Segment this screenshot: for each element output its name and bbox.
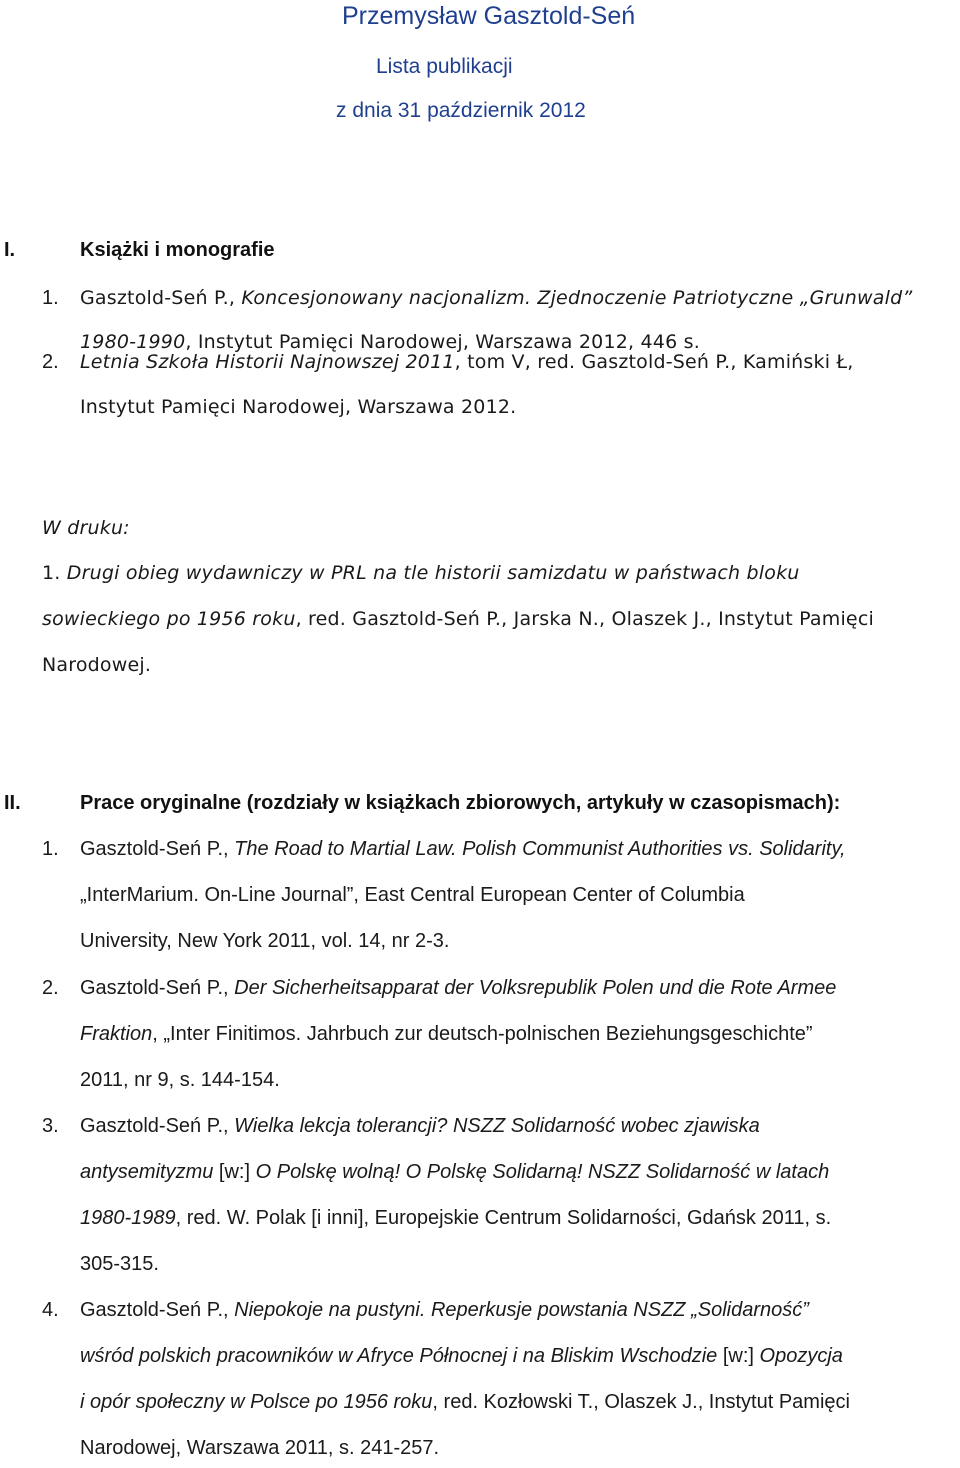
editors: , red. Gasztold-Seń P., Jarska N., Olaszek J., Instytut Pamięci xyxy=(295,608,874,630)
list-item-line: Narodowej. xyxy=(42,654,152,676)
book-title: sowieckiego po 1956 roku xyxy=(42,608,296,630)
book-title: O Polskę wolną! O Polskę Solidarną! NSZZ Solidarność w latach xyxy=(255,1161,830,1183)
journal: , „Inter Finitimos. Jahrbuch zur deutsch-polnischen Beziehungsgeschichte” xyxy=(152,1023,813,1045)
in-marker: [w:] xyxy=(213,1161,256,1183)
book-title: Letnia Szkoła Historii Najnowszej 2011 xyxy=(80,351,455,373)
editors: , red. Kozłowski T., Olaszek J., Instytut Pamięci xyxy=(432,1391,850,1413)
list-item-line xyxy=(80,1161,829,1184)
list-item-number: 4. xyxy=(42,1299,59,1321)
author: Gasztold-Seń P., xyxy=(80,838,235,860)
book-title: 1980-1989 xyxy=(80,1207,176,1229)
section-number: I. xyxy=(4,239,16,261)
chapter-title: antysemityzmu xyxy=(80,1161,214,1183)
editors: , red. W. Polak [i inni], Europejskie Centrum Solidarności, Gdańsk 2011, s. xyxy=(175,1207,832,1229)
book-title: i opór społeczny w Polsce po 1956 roku xyxy=(80,1391,433,1413)
list-item-line xyxy=(42,608,874,630)
list-item-line: „InterMarium. On-Line Journal”, East Central European Center of Columbia xyxy=(80,884,745,906)
list-date: z dnia 31 październik 2012 xyxy=(336,99,586,122)
list-item-number: 3. xyxy=(42,1115,59,1137)
book-title: Koncesjonowany nacjonalizm. Zjednoczenie Patriotyczne „Grunwald” xyxy=(241,287,913,309)
list-item-line xyxy=(80,838,846,861)
list-item-number: 2. xyxy=(42,977,59,999)
list-item-number: 2. xyxy=(42,351,59,373)
book-title: Opozycja xyxy=(759,1345,843,1367)
author: Gasztold-Seń P., xyxy=(80,287,242,309)
list-item-line: University, New York 2011, vol. 14, nr 2-3. xyxy=(80,930,450,952)
chapter-title: Wielka lekcja tolerancji? NSZZ Solidarność wobec zjawiska xyxy=(234,1115,760,1137)
in-print-text: W druku: xyxy=(42,517,130,539)
chapter-title: wśród polskich pracowników w Afryce Północnej i na Bliskim Wschodzie xyxy=(80,1345,718,1367)
list-item-line xyxy=(42,562,800,584)
list-item-line xyxy=(80,1207,831,1230)
article-title: The Road to Martial Law. Polish Communist Authorities vs. Solidarity, xyxy=(234,838,846,860)
list-item-line xyxy=(80,977,836,1000)
list-item-line xyxy=(80,1391,850,1414)
section-title: Książki i monografie xyxy=(80,239,275,261)
in-marker: [w:] xyxy=(717,1345,760,1367)
list-item-line xyxy=(80,1299,809,1322)
book-title: Drugi obieg wydawniczy w PRL na tle historii samizdatu w państwach bloku xyxy=(66,562,800,584)
list-item-line: 2011, nr 9, s. 144-154. xyxy=(80,1069,280,1091)
publisher: , Instytut Pamięci Narodowej, Warszawa 2012, 446 s. xyxy=(185,331,700,353)
list-item-number: 1. xyxy=(42,562,61,584)
list-item-line xyxy=(80,1345,843,1368)
author-name: Przemysław Gasztold-Seń xyxy=(342,2,636,30)
section-title: Prace oryginalne (rozdziały w książkach zbiorowych, artykuły w czasopismach): xyxy=(80,792,841,814)
list-item-line: 305-315. xyxy=(80,1253,159,1275)
chapter-title: Niepokoje na pustyni. Reperkusje powstania NSZZ „Solidarność” xyxy=(234,1299,809,1321)
article-title: Fraktion xyxy=(80,1023,153,1045)
list-item-number: 1. xyxy=(42,838,59,860)
author: Gasztold-Seń P., xyxy=(80,1299,235,1321)
list-item-line xyxy=(80,331,700,353)
author: Gasztold-Seń P., xyxy=(80,977,235,999)
list-item-line xyxy=(80,287,912,309)
editors: , tom V, red. Gasztold-Seń P., Kamiński Ł, xyxy=(454,351,854,373)
list-item-line xyxy=(80,351,854,373)
list-item-line: Narodowej, Warszawa 2011, s. 241-257. xyxy=(80,1437,440,1459)
author: Gasztold-Seń P., xyxy=(80,1115,235,1137)
list-item-line: Instytut Pamięci Narodowej, Warszawa 2012. xyxy=(80,396,517,418)
list-item-line xyxy=(80,1023,813,1046)
section-number: II. xyxy=(4,792,21,814)
list-title: Lista publikacji xyxy=(376,55,513,78)
list-item-number: 1. xyxy=(42,287,59,309)
list-item-line xyxy=(80,1115,760,1138)
article-title: Der Sicherheitsapparat der Volksrepublik Polen und die Rote Armee xyxy=(234,977,837,999)
in-print-label xyxy=(42,517,130,539)
book-title-years: 1980-1990 xyxy=(80,331,186,353)
